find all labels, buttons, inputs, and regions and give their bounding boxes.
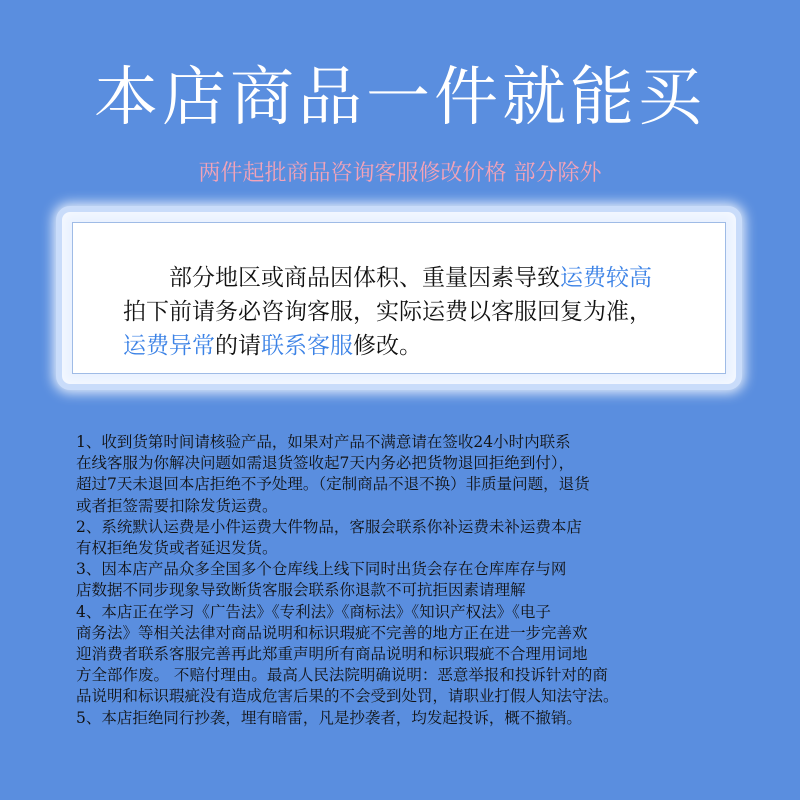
notice-text — [123, 261, 743, 363]
notice-line-3 — [123, 329, 743, 363]
rules-list — [76, 432, 736, 729]
rules-line: 商务法》等相关法律对商品说明和标识瑕疵不完善的地方正在进一步完善欢 — [76, 623, 588, 642]
rules-line: 3、因本店产品众多全国多个仓库线上线下同时出货会存在仓库库存与网 — [76, 560, 567, 579]
notice-line-3-mid: 的请 — [215, 333, 261, 359]
notice-line-3-post: 修改。 — [353, 333, 422, 359]
rules-line: 4、本店正在学习《广告法》《专利法》《商标法》《知识产权法》《电子 — [76, 602, 551, 621]
notice-line-1-text: 部分地区或商品因体积、重量因素导致 — [169, 265, 560, 291]
notice-inner-panel — [72, 222, 726, 374]
rules-line: 或者拒签需要扣除发货运费。 — [76, 496, 278, 515]
notice-highlight-abnormal-shipping: 运费异常 — [123, 333, 215, 359]
rules-line: 品说明和标识瑕疵没有造成危害后果的不会受到处罚，请职业打假人知法守法。 — [76, 687, 619, 706]
page-title: 本店商品一件就能买 — [94, 61, 706, 135]
rules-line: 方全部作废。 不赔付理由。最高人民法院明确说明：恶意举报和投诉针对的商 — [76, 666, 608, 685]
rules-line: 有权拒绝发货或者延迟发货。 — [76, 539, 278, 558]
rules-line: 1、收到货第时间请核验产品，如果对产品不满意请在签收24小时内联系 — [76, 433, 571, 451]
notice-highlight-high-shipping: 运费较高 — [560, 265, 652, 291]
rules-line: 超过7天未退回本店拒绝不予处理。（定制商品不退不换）非质量问题，退货 — [76, 475, 590, 494]
notice-highlight-contact-service: 联系客服 — [261, 333, 353, 359]
rules-line: 在线客服为你解决问题如需退货签收起7天内务必把货物退回拒绝到付）， — [76, 454, 575, 473]
notice-line-1 — [123, 261, 743, 295]
rules-line: 店数据不同步现象导致断货客服会联系你退款不可抗拒因素请理解 — [76, 581, 526, 600]
rules-line: 2、系统默认运费是小件运费大件物品，客服会联系你补运费未补运费本店 — [76, 517, 582, 536]
rules-line: 迎消费者联系客服完善再此郑重声明所有商品说明和标识瑕疵不合理用词地 — [76, 645, 588, 664]
rules-line: 5、本店拒绝同行抄袭，埋有暗雷，凡是抄袭者，均发起投诉，概不撤销。 — [76, 708, 582, 727]
notice-line-2: 拍下前请务必咨询客服，实际运费以客服回复为准， — [123, 299, 652, 325]
notice-box — [56, 206, 742, 390]
page-subtitle: 两件起批商品咨询客服修改价格 部分除外 — [198, 161, 602, 186]
